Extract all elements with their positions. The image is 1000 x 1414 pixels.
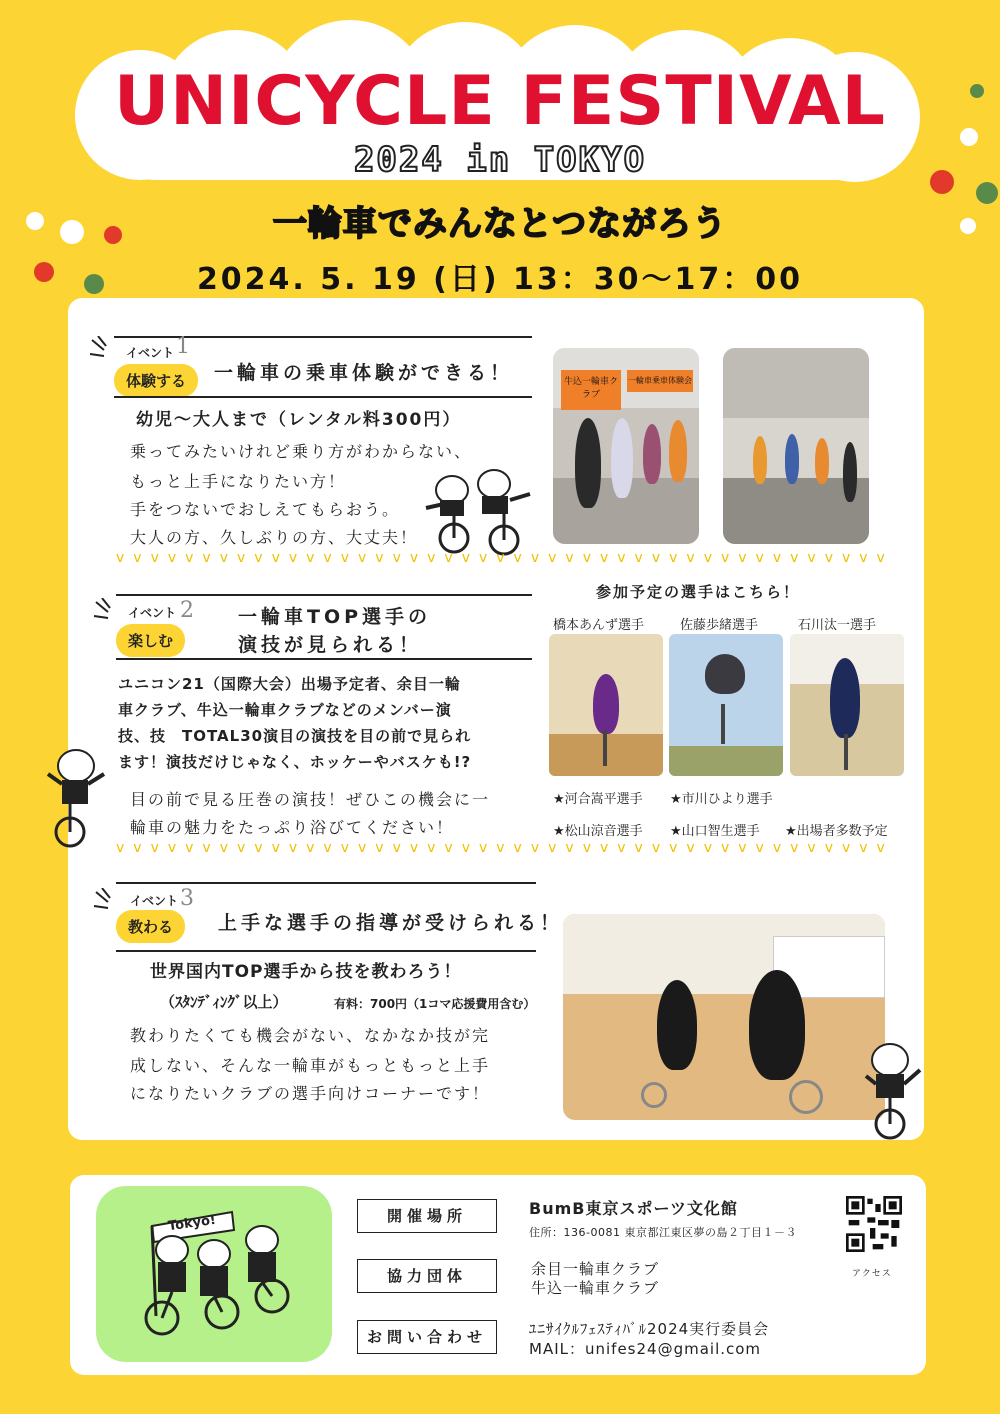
spark-icon [92,598,120,628]
event-rule [116,950,536,952]
event-heading-line: 一輪車TOP選手の [238,606,432,628]
mascot-cow-icon [46,744,106,854]
event-heading: 一輪車の乗車体験ができる！ [214,362,514,384]
event-number: 1 [176,334,190,359]
partner-item: 余目一輪車クラブ [531,1260,660,1278]
event-body-line: もっと上手になりたい方！ [130,472,347,491]
venue-label: 開催場所 [357,1199,497,1233]
event-sub-lead: （ｽﾀﾝﾃﾞｨﾝｸﾞ以上） [160,993,288,1011]
venue-address: 住所：136-0081 東京都江東区夢の島２丁目１－３ [529,1226,797,1239]
festival-title: UNICYCLE FESTIVAL [113,62,887,141]
club-banner: 牛込一輪車クラブ [561,370,621,410]
partner-item: 牛込一輪車クラブ [531,1279,660,1297]
event-pill: 楽しむ [116,624,185,657]
event-bold-line: 車クラブ、牛込一輪車クラブなどのメンバー演 [118,701,452,719]
event-heading: 上手な選手の指導が受けられる！ [218,912,564,934]
divider-chevrons: vvvvvvvvvvvvvvvvvvvvvvvvvvvvvvvvvvvvvvvvvvvvv [116,840,894,856]
event-lead: 幼児～大人まで（レンタル料300円） [136,410,462,430]
event-body-line: 目の前で見る圧巻の演技！ぜひこの機会に一 [130,790,491,809]
spark-icon [88,336,116,366]
event-body-line: になりたいクラブの選手向けコーナーです！ [130,1084,491,1103]
event-heading-line: 演技が見られる！ [238,634,423,656]
event-rule [116,882,536,884]
committee-name: ﾕﾆｻｲｸﾙﾌｪｽﾃｨﾊﾞﾙ2024実行委員会 [529,1320,770,1338]
partner-label: 協力団体 [357,1259,497,1293]
event-tag: イベント [126,346,175,360]
athlete-name: 石川汰一選手 [798,618,877,633]
event-body-line: 成しない、そんな一輪車がもっともっと上手 [130,1056,491,1075]
athlete-extra: ★出場者多数予定 [785,824,888,839]
event-body-line: 乗ってみたいけれど乗り方がわからない、 [130,442,473,461]
event-body-line: 輪車の魅力をたっぷり浴びてください！ [130,818,455,837]
event-number: 2 [180,598,194,623]
athlete-name: 橋本あんず選手 [553,618,645,633]
event-bold-line: ユニコン21（国際大会）出場予定者、余目一輪 [118,675,461,693]
experience-photo-1 [553,348,699,544]
athletes-heading: 参加予定の選手はこちら！ [596,583,801,601]
tagline: 一輪車でみんなとつながろう [272,204,728,244]
event-rule [116,594,532,596]
event-fee: 有料：700円（1コマ応援費用含む） [334,997,536,1011]
event-rule [116,658,532,660]
qr-code-icon[interactable] [846,1196,902,1252]
athlete-name: 佐藤歩緒選手 [680,618,759,633]
athlete-extra: ★河合嵩平選手 [553,792,643,807]
event-pill: 教わる [116,910,185,943]
mascot-cow-icon [864,1040,924,1144]
event-body-line: 手をつないでおしえてもらおう。 [130,500,401,519]
event-pill: 体験する [114,364,198,397]
festival-subtitle: 2024 in TOKYO [353,140,647,180]
athlete-photo-3 [790,634,904,776]
athlete-extra: ★松山涼音選手 [553,824,643,839]
event-bold-line: 技、技 TOTAL30演目の演技を目の前で見られ [118,727,472,745]
event-body-line: 教わりたくても機会がない、なかなか技が完 [130,1026,491,1045]
divider-chevrons: vvvvvvvvvvvvvvvvvvvvvvvvvvvvvvvvvvvvvvvvvvvvv [116,550,894,566]
athlete-photo-2 [669,634,783,776]
event-tag: イベント [128,606,177,620]
mascot-sign-text: Tokyo! [167,1212,217,1235]
event-banner: 一輪車乗車体験会 [627,370,693,392]
venue-name: BumB東京スポーツ文化館 [529,1199,738,1218]
experience-photo-2 [723,348,869,544]
spark-icon [92,888,120,918]
lesson-photo [563,914,885,1120]
mascot-group-icon [132,1196,312,1346]
event-bold-line: ます！演技だけじゃなく、ホッケーやバスケも!? [118,753,472,771]
athlete-extra: ★山口智生選手 [670,824,760,839]
contact-label: お問い合わせ [357,1320,497,1354]
event-tag: イベント [130,894,179,908]
event-rule [114,396,532,398]
event-lead: 世界国内TOP選手から技を教わろう！ [150,962,462,982]
qr-caption: アクセス [852,1269,892,1279]
athlete-photo-1 [549,634,663,776]
event-body-line: 大人の方、久しぶりの方、大丈夫！ [130,528,419,547]
event-number: 3 [180,886,194,911]
contact-mail[interactable]: MAIL：unifes24@gmail.com [529,1340,762,1358]
event-datetime: 2024. 5. 19 (日) 13：30～17：00 [196,262,804,297]
athlete-extra: ★市川ひより選手 [670,792,773,807]
